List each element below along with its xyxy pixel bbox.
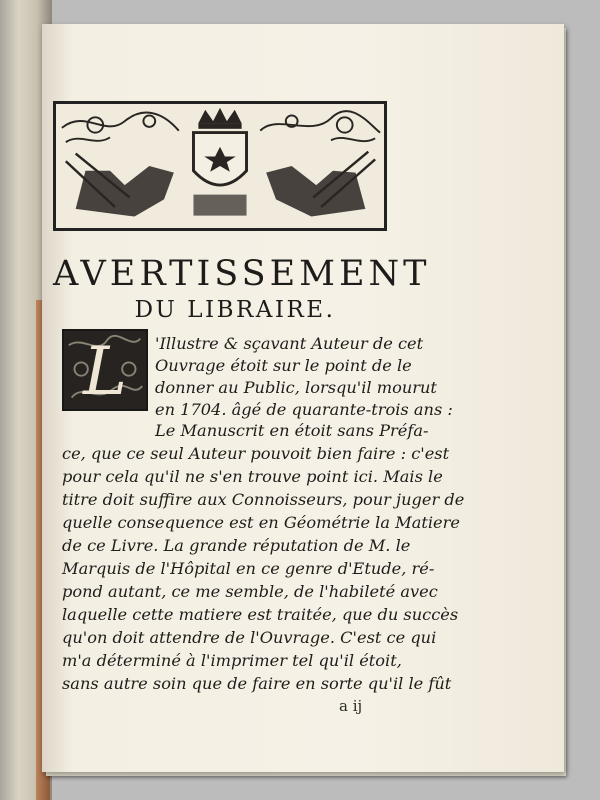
ornamental-headpiece	[53, 101, 387, 231]
drop-cap-letter: L	[83, 333, 127, 410]
text-line: en 1704. âgé de quarante-trois ans :	[155, 400, 453, 419]
text-line: pour cela qu'il ne s'en trouve point ici. Mais le	[62, 467, 443, 486]
text-line: titre doit suffire aux Connoisseurs, pour juger de	[62, 490, 465, 509]
text-line: pond autant, ce me semble, de l'habileté avec	[62, 582, 438, 601]
text-line: ce, que ce seul Auteur pouvoit bien faire : c'est	[62, 444, 450, 463]
text-line: 'Illustre & sçavant Auteur de cet	[155, 334, 424, 353]
page-subtitle: DU LIBRAIRE.	[134, 297, 336, 323]
text-line: donner au Public, lorsqu'il mourut	[155, 378, 437, 397]
text-line: Le Manuscrit en étoit sans Préfa-	[155, 421, 429, 440]
text-line: Marquis de l'Hôpital en ce genre d'Etude, ré-	[62, 559, 435, 578]
text-line: de ce Livre. La grande réputation de M. le	[62, 536, 411, 555]
signature-mark: a ij	[339, 697, 363, 715]
decorated-drop-cap	[62, 329, 148, 411]
text-line: sans autre soin que de faire en sorte qu'il le fût	[62, 674, 452, 693]
text-line: quelle consequence est en Géométrie la Matiere	[62, 513, 460, 532]
text-line: Ouvrage étoit sur le point de le	[155, 356, 412, 375]
page-title: AVERTISSEMENT	[53, 254, 431, 294]
text-line: laquelle cette matiere est traitée, que du succès	[62, 605, 459, 624]
text-line: qu'on doit attendre de l'Ouvrage. C'est ce qui	[62, 628, 437, 647]
text-line: m'a déterminé à l'imprimer tel qu'il étoit,	[62, 651, 402, 670]
